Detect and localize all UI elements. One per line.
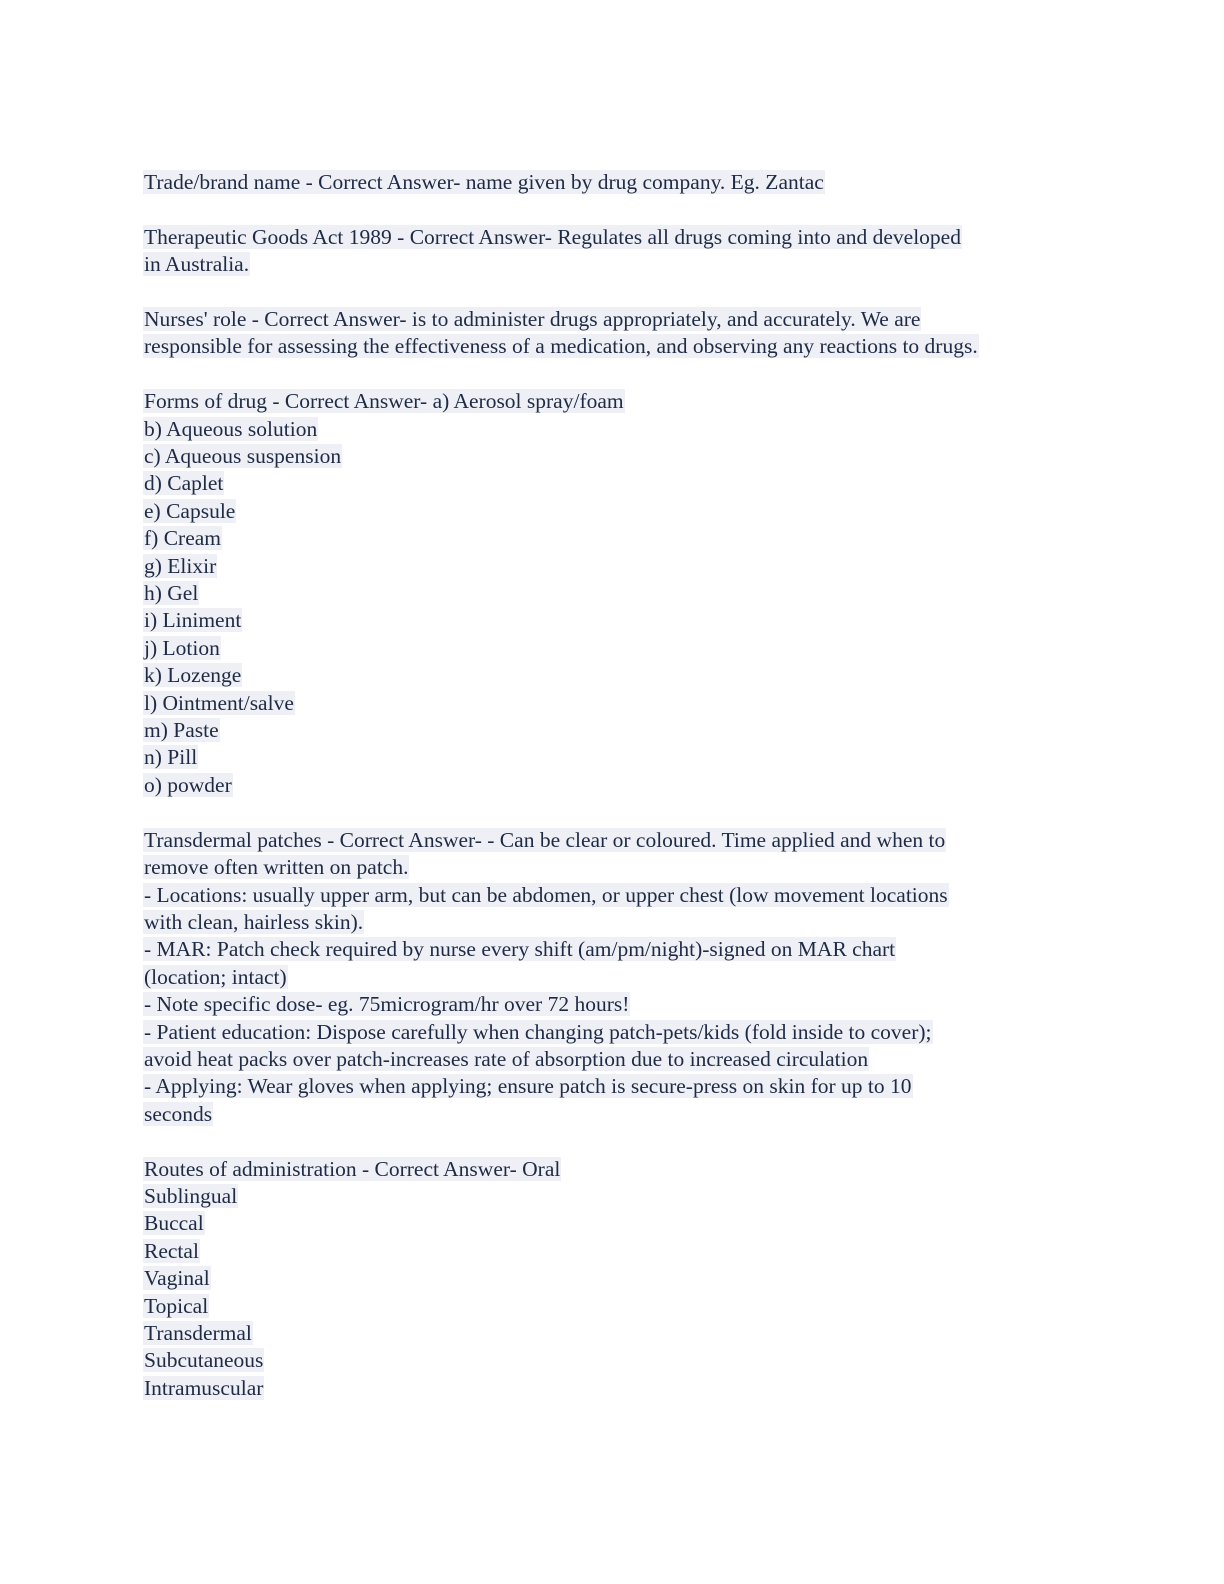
text-line (143, 498, 1083, 525)
text-line (143, 1320, 1083, 1347)
text-line (143, 936, 1083, 963)
text-line-content: - Patient education: Dispose carefully when changing patch-pets/kids (fold inside to cover); (144, 1019, 932, 1044)
text-line-content: k) Lozenge (144, 663, 242, 688)
text-line-content: i) Liniment (144, 608, 242, 633)
text-line-content: Transdermal patches - Correct Answer- - Can be clear or coloured. Time applied and when to (144, 827, 946, 852)
text-line (143, 690, 1083, 717)
entry-forms-of-drug (143, 388, 1083, 799)
text-line-content: g) Elixir (144, 553, 217, 578)
entry-routes-of-administration (143, 1156, 1083, 1403)
text-line-content: b) Aqueous solution (144, 416, 318, 441)
text-line-content: responsible for assessing the effectiveness of a medication, and observing any reactions to drugs. (144, 334, 978, 359)
text-line-content: in Australia. (144, 252, 250, 277)
text-line-content: Transdermal (144, 1320, 252, 1345)
text-line-content: Sublingual (144, 1183, 238, 1208)
text-line-content: d) Caplet (144, 471, 224, 496)
text-line-content: l) Ointment/salve (144, 690, 294, 715)
text-line (143, 772, 1083, 799)
text-line-content: m) Paste (144, 718, 219, 743)
text-line-content: Forms of drug - Correct Answer- a) Aerosol spray/foam (144, 389, 624, 414)
text-line (143, 251, 1083, 278)
text-line (143, 416, 1083, 443)
text-line-content: h) Gel (144, 581, 199, 606)
text-line (143, 306, 1083, 333)
text-line (143, 1265, 1083, 1292)
text-line (143, 1156, 1083, 1183)
text-line-content: - Applying: Wear gloves when applying; ensure patch is secure-press on skin for up to 10 (144, 1074, 912, 1099)
text-line (143, 470, 1083, 497)
text-line (143, 443, 1083, 470)
document-body (143, 169, 1083, 1430)
text-line-content: - Locations: usually upper arm, but can be abdomen, or upper chest (low movement locations (144, 882, 948, 907)
text-line-content: Topical (144, 1293, 209, 1318)
text-line (143, 525, 1083, 552)
text-line (143, 333, 1083, 360)
text-line-content: (location; intact) (144, 964, 287, 989)
text-line (143, 1238, 1083, 1265)
text-line-content: n) Pill (144, 745, 198, 770)
text-line-content: Rectal (144, 1238, 199, 1263)
entry-nurses-role (143, 306, 1083, 361)
text-line (143, 1210, 1083, 1237)
text-line-content: e) Capsule (144, 498, 236, 523)
text-line (143, 635, 1083, 662)
text-line-content: Trade/brand name - Correct Answer- name given by drug company. Eg. Zantac (144, 170, 824, 194)
text-line (143, 1375, 1083, 1402)
entry-trade-brand-name (143, 169, 1083, 196)
text-line (143, 1293, 1083, 1320)
text-line-content: o) powder (144, 772, 232, 797)
text-line (143, 1019, 1083, 1046)
text-line (143, 717, 1083, 744)
entry-transdermal-patches (143, 827, 1083, 1128)
text-line-content: Routes of administration - Correct Answer- Oral (144, 1156, 561, 1181)
text-line (143, 1347, 1083, 1374)
text-line-content: Buccal (144, 1211, 204, 1236)
text-line (143, 1073, 1083, 1100)
text-line-content: - Note specific dose- eg. 75microgram/hr over 72 hours! (144, 992, 630, 1017)
text-line (143, 964, 1083, 991)
text-line (143, 909, 1083, 936)
text-line-content: with clean, hairless skin). (144, 909, 364, 934)
text-line (143, 991, 1083, 1018)
text-line (143, 744, 1083, 771)
text-line (143, 169, 1083, 196)
text-line-content: Therapeutic Goods Act 1989 - Correct Answer- Regulates all drugs coming into and developed (144, 224, 961, 249)
text-line-content: Nurses' role - Correct Answer- is to administer drugs appropriately, and accurately. We are (144, 307, 921, 331)
text-line (143, 224, 1083, 251)
text-line-content: j) Lotion (144, 635, 220, 660)
text-line (143, 553, 1083, 580)
text-line-content: seconds (144, 1101, 213, 1126)
text-line (143, 580, 1083, 607)
text-line (143, 662, 1083, 689)
entry-therapeutic-goods-act (143, 224, 1083, 279)
text-line (143, 1183, 1083, 1210)
text-line-content: avoid heat packs over patch-increases rate of absorption due to increased circulation (144, 1046, 869, 1071)
text-line (143, 607, 1083, 634)
text-line-content: Vaginal (144, 1266, 210, 1291)
text-line-content: remove often written on patch. (144, 855, 409, 880)
text-line-content: Intramuscular (144, 1375, 264, 1400)
text-line (143, 1046, 1083, 1073)
text-line-content: - MAR: Patch check required by nurse every shift (am/pm/night)-signed on MAR chart (144, 937, 896, 962)
text-line (143, 827, 1083, 854)
text-line-content: f) Cream (144, 526, 222, 551)
text-line-content: c) Aqueous suspension (144, 444, 342, 469)
text-line-content: Subcutaneous (144, 1348, 264, 1373)
text-line (143, 882, 1083, 909)
text-line (143, 854, 1083, 881)
text-line (143, 388, 1083, 415)
text-line (143, 1101, 1083, 1128)
